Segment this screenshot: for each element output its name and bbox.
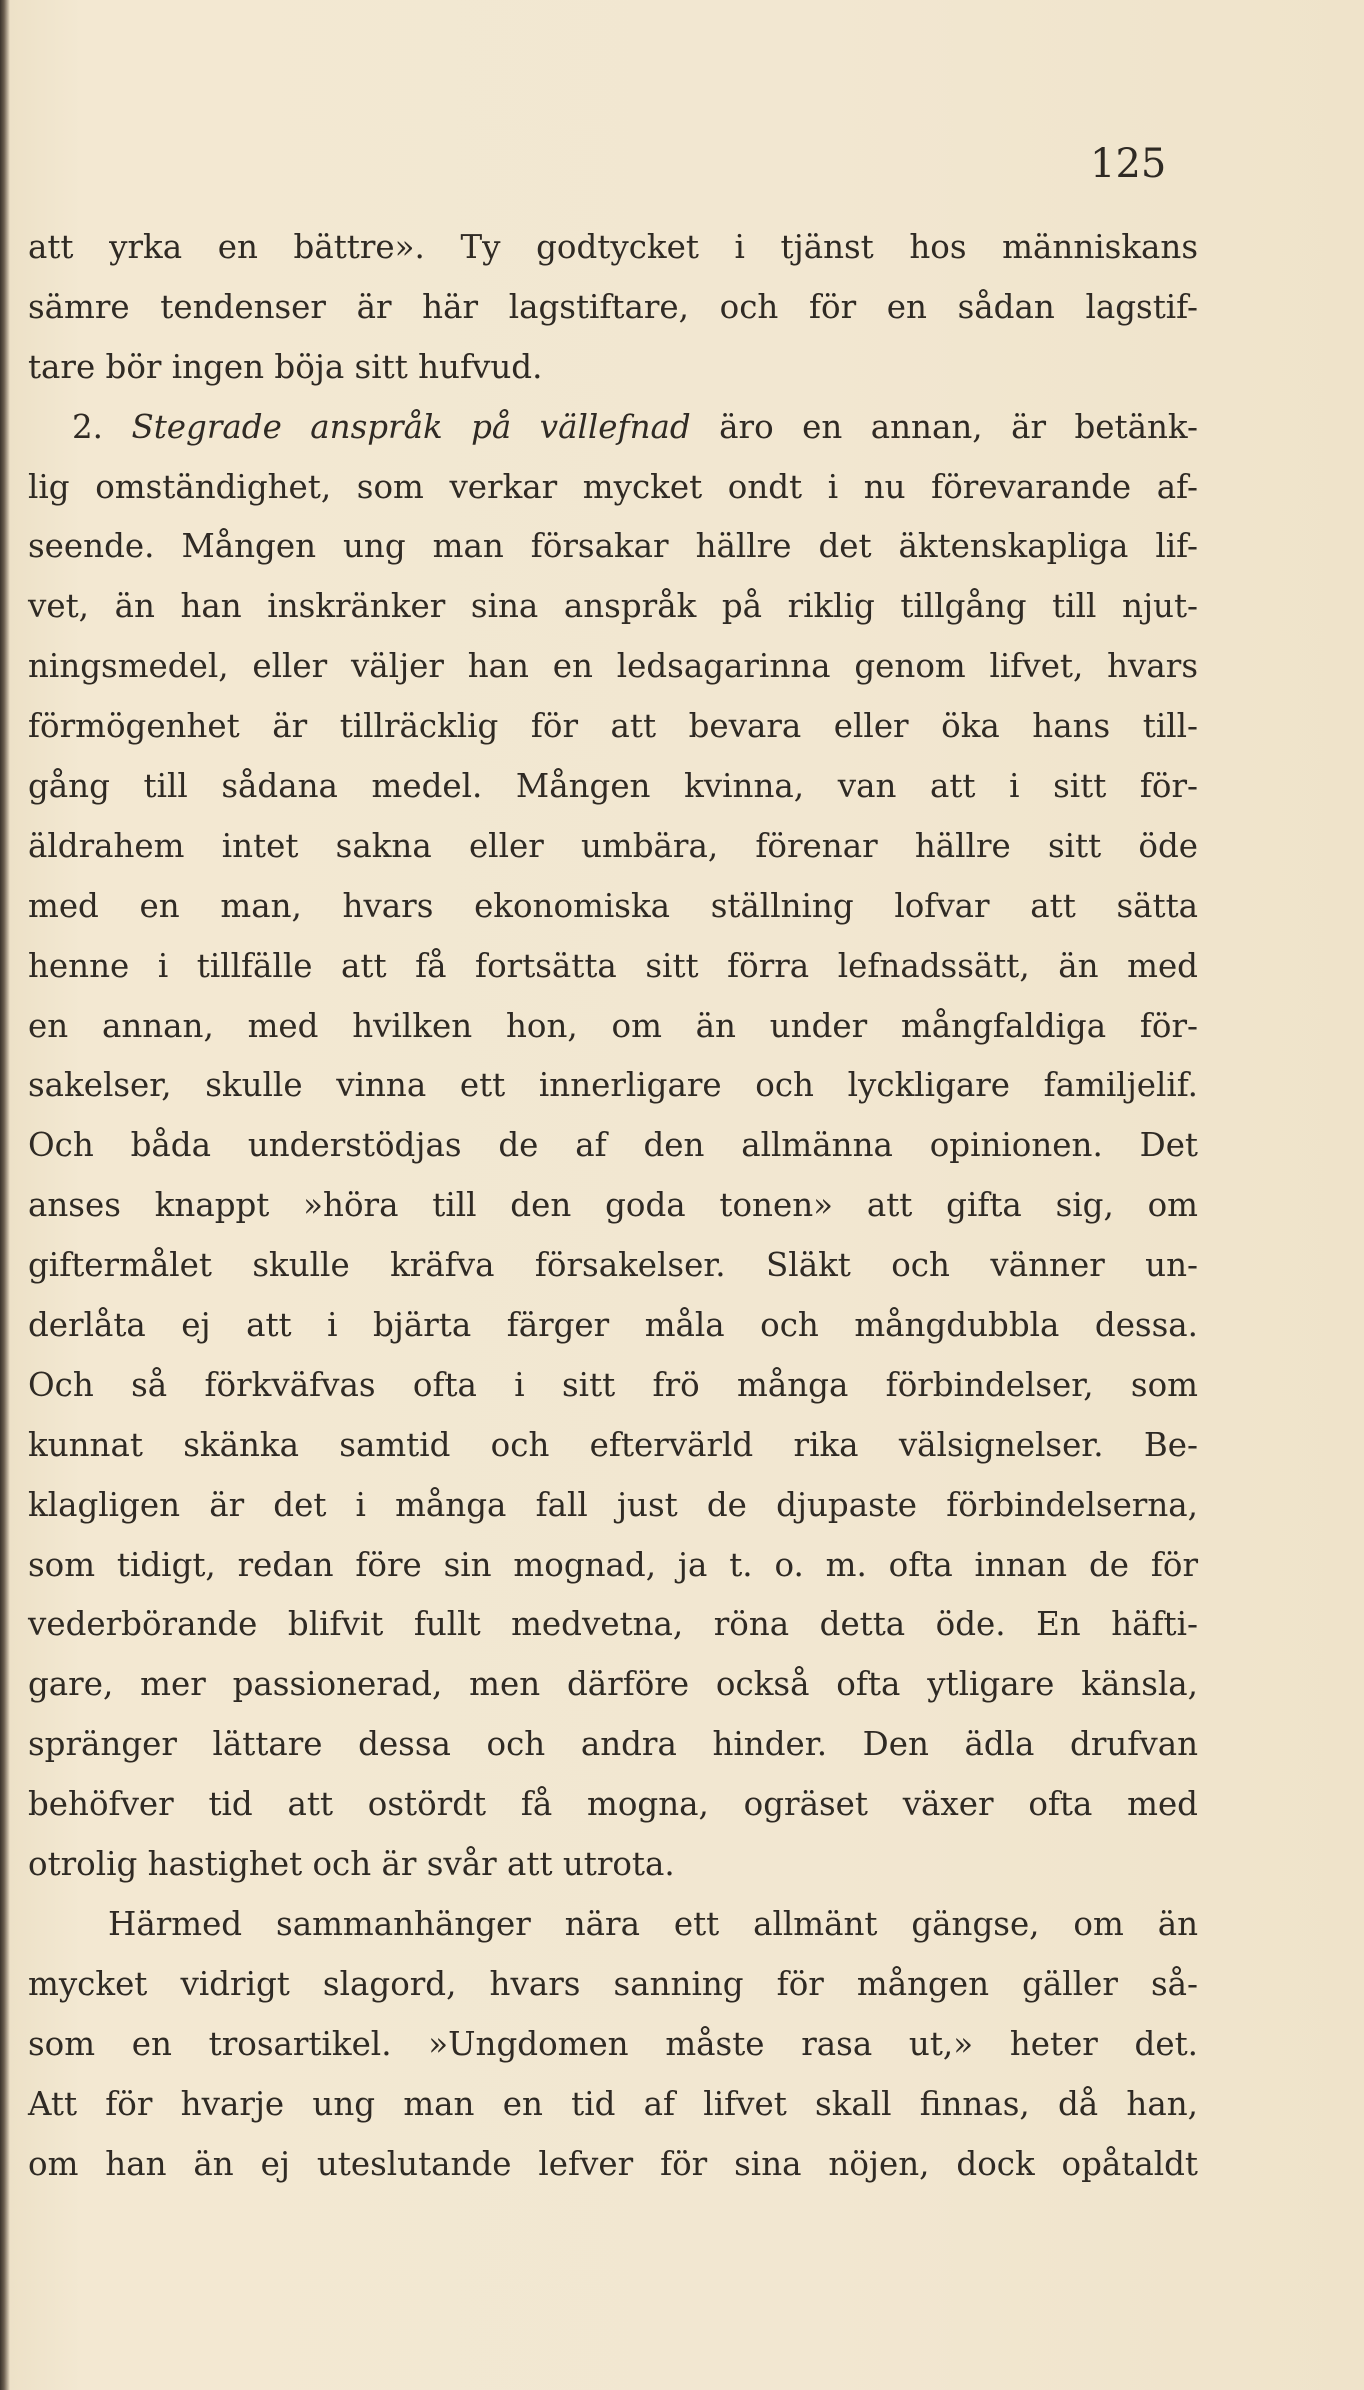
text-line-20: Och så förkväfvas ofta i sitt frö många förbindelser, som [28,1365,1198,1404]
text-line-21: kunnat skänka samtid och eftervärld rika välsignelser. Be- [28,1425,1198,1464]
text-line-12: med en man, hvars ekonomiska ställning lofvar att sätta [28,886,1198,925]
text-line-2: sämre tendenser är här lagstiftare, och för en sådan lagstif- [28,287,1198,326]
text-line-9: förmögenhet är tillräcklig för att bevara eller öka hans till- [28,707,1198,746]
text-line-33: om han än ej uteslutande lefver för sina nöjen, dock opåtaldt [28,2144,1198,2183]
text-line-4 [28,398,1198,458]
page-number: 125 [1090,141,1167,187]
text-line-5: lig omständighet, som verkar mycket ondt i nu förevarande af- [28,467,1198,506]
text-line-13: henne i tillfälle att få fortsätta sitt förra lefnadssätt, än med [28,946,1198,985]
text-line-3: tare bör ingen böja sitt hufvud. [28,347,543,386]
text-line-29: Härmed sammanhänger nära ett allmänt gängse, om än [108,1904,1198,1943]
text-line-1: att yrka en bättre». Ty godtycket i tjänst hos människans [28,228,1198,266]
italic-heading: Stegrade anspråk på vällefnad [131,407,691,446]
text-line-31: som en trosartikel. »Ungdomen måste rasa ut,» heter det. [28,2024,1198,2063]
text-line-24: vederbörande blifvit fullt medvetna, röna detta öde. En häfti- [28,1605,1198,1644]
text-line-22: klagligen är det i många fall just de djupaste förbindelserna, [28,1485,1198,1524]
text-line-4-rest: äro en annan, är betänk- [690,407,1198,446]
text-line-14: en annan, med hvilken hon, om än under mångfaldiga för- [28,1006,1198,1045]
text-line-19: derlåta ej att i bjärta färger måla och mångdubbla dessa. [28,1306,1198,1345]
text-line-16: Och båda understödjas de af den allmänna opinionen. Det [28,1126,1198,1165]
text-line-8: ningsmedel, eller väljer han en ledsagarinna genom lifvet, hvars [28,647,1198,686]
text-line-25: gare, mer passionerad, men därföre också ofta ytligare känsla, [28,1665,1198,1704]
text-line-17: anses knappt »höra till den goda tonen» att gifta sig, om [28,1186,1198,1225]
text-line-27: behöfver tid att ostördt få mogna, ogräset växer ofta med [28,1785,1198,1824]
page-gutter-edge [0,0,10,2390]
text-line-23: som tidigt, redan före sin mognad, ja t. o. m. ofta innan de för [28,1545,1198,1584]
text-line-11: äldrahem intet sakna eller umbära, förenar hällre sitt öde [28,826,1198,865]
body-text [28,218,1198,2194]
text-line-28: otrolig hastighet och är svår att utrota. [28,1845,675,1884]
text-line-10: gång till sådana medel. Mången kvinna, van att i sitt för- [28,767,1198,806]
text-line-30: mycket vidrigt slagord, hvars sanning för mången gäller så- [28,1964,1198,2003]
list-number: 2. [72,407,132,446]
text-line-32: Att för hvarje ung man en tid af lifvet skall finnas, då han, [28,2084,1198,2123]
text-line-6: seende. Mången ung man försakar hällre det äktenskapliga lif- [28,527,1198,566]
text-line-26: spränger lättare dessa och andra hinder. Den ädla drufvan [28,1725,1198,1764]
text-line-18: giftermålet skulle kräfva försakelser. Släkt och vänner un- [28,1246,1198,1285]
text-line-7: vet, än han inskränker sina anspråk på riklig tillgång till njut- [28,587,1198,626]
text-line-15: sakelser, skulle vinna ett innerligare och lyckligare familjelif. [28,1066,1198,1105]
